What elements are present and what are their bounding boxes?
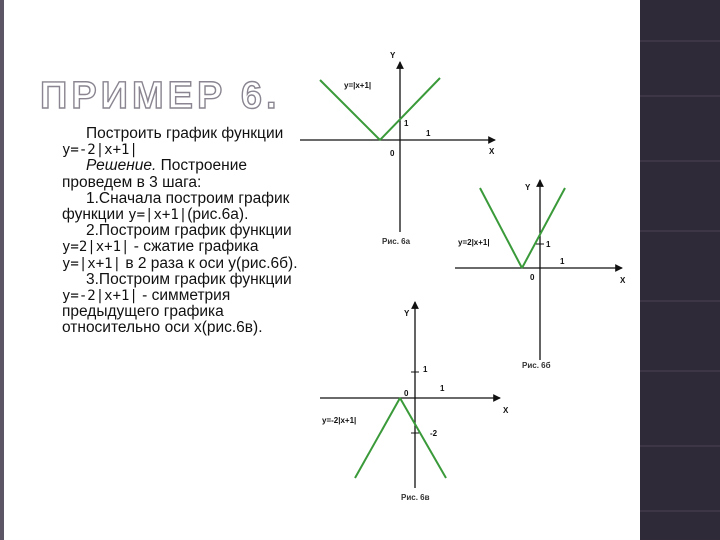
fig-6b-tick-y: 1 <box>546 240 551 249</box>
figure-6v <box>320 302 509 502</box>
step-2-text-c: в 2 раза к оси у(рис.6б). <box>121 254 298 272</box>
step-2-formula: y=2|x+1| <box>62 239 130 256</box>
step-3-text-b: - симметрия предыдущего графика относительно оси х(рис.6в). <box>62 287 263 337</box>
fig-6b-tick-x: 1 <box>560 257 565 266</box>
fig-6a-y-label: Y <box>390 51 396 60</box>
fig-6b-graph-left <box>480 188 522 268</box>
fig-6b-origin: 0 <box>530 273 535 282</box>
fig-6a-tick-y: 1 <box>404 119 409 128</box>
fig-6v-graph-left <box>355 398 400 478</box>
solution-label: Решение. <box>86 157 157 175</box>
fig-6b-y-label: Y <box>525 183 531 192</box>
step-3-formula: y=-2|x+1| <box>62 288 138 305</box>
fig-6v-graph-right <box>400 398 446 478</box>
slide-title-text: ПРИМЕР 6. <box>40 75 281 117</box>
fig-6v-tick-x: 1 <box>440 384 445 393</box>
fig-6a-origin: 0 <box>390 149 395 158</box>
fig-6b-caption: Рис. 6б <box>522 361 551 370</box>
fig-6a-func-label: y=|x+1| <box>344 81 372 90</box>
fig-6v-func-label: y=-2|x+1| <box>322 416 357 425</box>
task-text-2: функции <box>221 125 284 142</box>
step-2-text: 2.Построим график функции <box>86 222 292 240</box>
step-3-text: 3.Построим график функции <box>86 270 292 288</box>
step-1-ref: (рис.6а). <box>187 206 249 224</box>
fig-6b-x-label: X <box>620 276 626 285</box>
fig-6v-tick-y2: -2 <box>430 429 438 438</box>
fig-6v-x-label: X <box>503 406 509 415</box>
fig-6b-graph-right <box>522 188 565 268</box>
fig-6a-x-label: X <box>489 147 495 156</box>
fig-6v-tick-y1: 1 <box>423 365 428 374</box>
step-1-text: 1.Сначала построим график функции <box>62 189 290 224</box>
fig-6v-y-label: Y <box>404 309 410 318</box>
fig-6a-tick-x: 1 <box>426 129 431 138</box>
fig-6a-caption: Рис. 6а <box>382 237 411 246</box>
fig-6v-origin: 0 <box>404 389 409 398</box>
fig-6v-caption: Рис. 6в <box>401 493 430 502</box>
step-2-text-b: - сжатие графика <box>129 238 259 256</box>
step-2-formula-2: y=|x+1| <box>62 255 122 272</box>
task-formula: y=-2|x+1| <box>62 142 138 159</box>
fig-6b-func-label: y=2|x+1| <box>458 238 490 247</box>
figure-6b <box>455 180 626 370</box>
decorative-right-band <box>640 0 720 540</box>
fig-6a-graph-right <box>380 78 440 140</box>
figure-6a <box>300 51 495 246</box>
task-text: Построить график <box>86 125 222 142</box>
step-1-formula: y=|x+1| <box>128 207 188 224</box>
solution-text: Построение проведем в 3 шага: <box>62 157 247 191</box>
